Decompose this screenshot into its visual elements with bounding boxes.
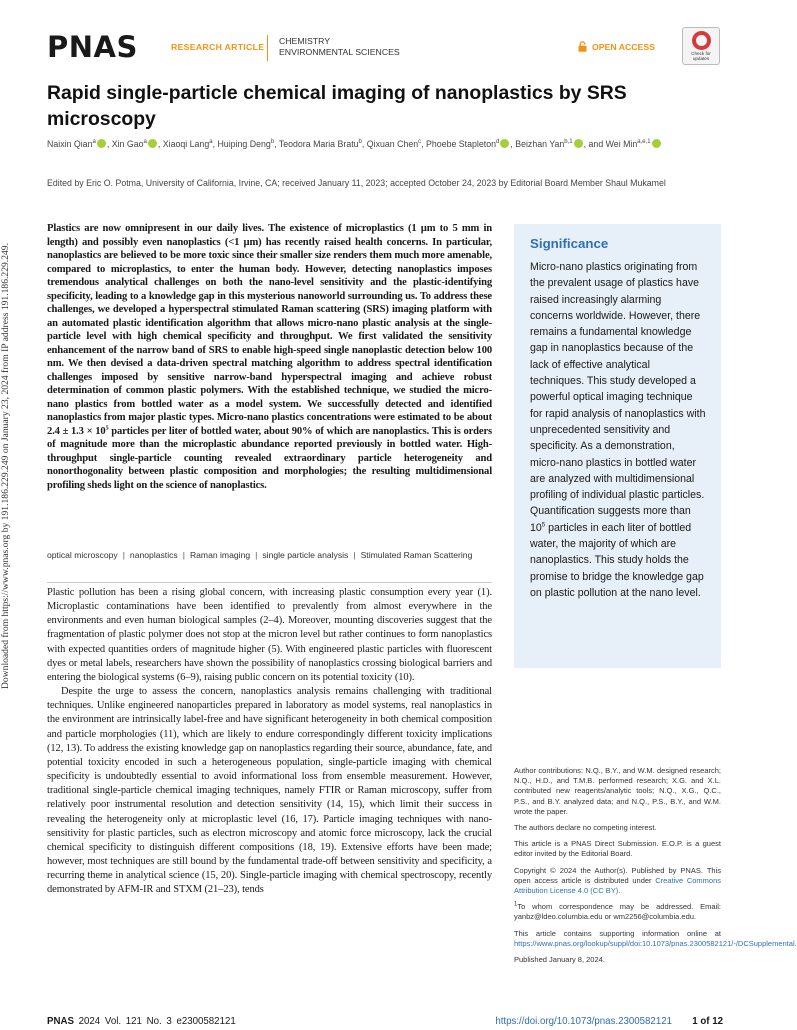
keywords-rule bbox=[47, 582, 492, 583]
license-link[interactable]: Creative Commons Attribution License 4.0 (CC BY). bbox=[514, 875, 722, 896]
author-affiliation: b,1 bbox=[564, 139, 573, 146]
author-affiliation: c bbox=[418, 139, 422, 146]
significance-box bbox=[514, 224, 721, 668]
author-affiliation: a bbox=[209, 139, 213, 146]
keyword-item[interactable]: Stimulated Raman Scattering bbox=[360, 550, 473, 560]
author-name[interactable]: Huiping Deng bbox=[217, 139, 271, 149]
author-name[interactable]: Teodora Maria Bratu bbox=[278, 139, 359, 149]
open-access-label: OPEN ACCESS bbox=[592, 42, 655, 52]
author-affiliation: b bbox=[270, 139, 275, 146]
open-access-badge[interactable] bbox=[578, 41, 655, 54]
author-list: Naixin Qian$^a$ , Xin Gao$^a$ , Xiaoqi Lang$^a$, Huiping Deng$^b$, Teodora Maria Bratu$^b$, Qixuan Chen$^c$, Phoebe Stapleton$^d$ , Beizhan Yan$^{b,1}$ , and Wei Min$^{a,e,1}$ bbox=[47, 136, 717, 152]
doi-link[interactable]: https://doi.org/10.1073/pnas.2300582121 bbox=[495, 1016, 672, 1027]
category-environmental-sciences[interactable]: ENVIRONMENTAL SCIENCES bbox=[279, 47, 400, 57]
correspondence-note: $^1$To whom correspondence may be addressed. Email: yanbz@ldeo.columbia.edu or wm2256@columbia.edu. bbox=[514, 901, 721, 922]
keyword-list bbox=[47, 549, 492, 562]
supporting-info-note: This article contains supporting information online at https://www.pnas.org/lookup/suppl/doi:10.1073/pnas.2300582121/-/DCSupplemental. bbox=[514, 928, 797, 948]
page-header bbox=[47, 26, 722, 76]
article-type-label: RESEARCH ARTICLE bbox=[171, 42, 265, 52]
author-affiliation: a bbox=[143, 139, 147, 146]
main-body-text bbox=[47, 586, 492, 897]
citation-line bbox=[47, 1016, 236, 1027]
author-connector: and bbox=[588, 139, 606, 149]
keyword-separator: | bbox=[353, 550, 356, 560]
category-chemistry[interactable]: CHEMISTRY bbox=[279, 36, 331, 46]
page-footer bbox=[47, 1016, 723, 1030]
orcid-icon[interactable] bbox=[97, 139, 106, 148]
orcid-icon[interactable] bbox=[500, 139, 509, 148]
abstract-part-1: Plastics are now omnipresent in our daily lives. The existence of microplastics (1 µm to 5 mm in length) and possibly even nanoplastics (<1 µm) has recently raised health concerns. In particular, nanoplastics are believed to be more toxic since their smaller size renders them much more amenable, compared to microplastics, to enter the human body. However, detecting nanoplastics imposes tremendous analytical challenges on both the nano-level sensitivity and the plastic-identifying specificity, leading to a knowledge gap in this mysterious nanoworld surrounding us. To address these challenges, we developed a hyperspectral stimulated Raman scattering (SRS) imaging platform with an automated plastic identification algorithm that allows micro-nano plastic analysis at the single-particle level with high chemical specificity and throughput. We first validated the sensitivity enhancement of the narrow band of SRS to enable high-speed single nanoplastic detection below 100 nm. We then devised a data-driven spectral matching algorithm to address spectral identification challenges imposed by sensitive narrow-band hyperspectral imaging and achieve robust determination of common plastic polymers. With the established technique, we studied the micro-nano plastics from bottled water as a model system. We successfully detected and identified nanoplastics from major plastic types. Micro-nano plastics concentrations were estimated to be about 2.4 ± 1.3 × 10 bbox=[47, 223, 492, 437]
author-affiliation: a,e,1 bbox=[637, 139, 651, 146]
keyword-item[interactable]: nanoplastics bbox=[129, 550, 178, 560]
direct-submission-note: This article is a PNAS Direct Submission. E.O.P. is a guest editor invited by the Editorial Board. bbox=[514, 839, 721, 859]
published-date: Published January 8, 2024. bbox=[514, 955, 605, 965]
author-name[interactable]: Xin Gao bbox=[111, 139, 144, 149]
author-contributions: Author contributions: N.Q., B.Y., and W.M. designed research; N.Q., H.D., and T.M.B. performed research; X.G. and X.L. contributed new reagents/analytic tools; N.Q., X.G., Q.C., P.S., and B.Y. analyzed data; and N.Q., P.S., B.Y., and W.M. wrote the paper. bbox=[514, 766, 721, 816]
orcid-icon[interactable] bbox=[148, 139, 157, 148]
keyword-separator: | bbox=[122, 550, 125, 560]
subject-categories bbox=[279, 36, 400, 58]
author-affiliation: d bbox=[495, 139, 500, 146]
keyword-item[interactable]: single particle analysis bbox=[262, 550, 349, 560]
keyword-separator: | bbox=[182, 550, 185, 560]
author-name[interactable]: Qixuan Chen bbox=[366, 139, 419, 149]
competing-interest: The authors declare no competing interest. bbox=[514, 823, 657, 833]
article-notes bbox=[514, 766, 797, 971]
body-paragraph-1: Plastic pollution has been a rising global concern, with increasing plastic consumption every year (1). Microplastic contaminations have been identified to prevalently from almost everywhere in the environments and even human biological samples (2–4). Moreover, mounting discoveries suggest that the fragmentation of plastic polymer does not stop at the micron level but rather continues to form nanoplastics with expected quantities orders of magnitude higher (5). With engineered plastic particles with fluorescent dyes or metal labels, researchers have shown the possibility of nanoplastics crossing biological barriers and entering the biological systems (6–9), raising public concern on its potential toxicity (10). bbox=[47, 587, 492, 683]
abstract-exponent: 5 bbox=[105, 424, 109, 431]
author-affiliation: b bbox=[358, 139, 362, 146]
abstract-part-2: particles per liter of bottled water, about 90% of which are nanoplastics. This is orders of magnitude more than the microplastic abundance reported previously in bottled water. High-throughput single-particle counting revealed extraordinary particle heterogeneity and nonorthogonality between plastic composition and morphologies; the resulting multidimensional profiling sheds light on the science of nanoplastics. bbox=[47, 425, 492, 491]
check-for-updates-badge[interactable] bbox=[682, 27, 720, 65]
body-paragraph-2: Despite the urge to assess the concern, nanoplastics analysis remains challenging with traditional techniques. Unlike engineered nanoparticles prepared in laboratory as model systems, real nanoplastics in the environment are intrinsically label-free and have significant heterogeneity in both chemical composition and particle morphologies (11), which are likely to endure correspondingly different toxicity implications (12, 13). To address the existing knowledge gap on nanoplastics regarding their source, abundance, fate, and potential toxicity encoded in such a heterogeneous population, single-particle imaging with chemical specificity is undoubtedly essential to avoid informational loss from ensemble measurement. However, traditional single-particle chemical imaging techniques, namely FTIR or Raman microscopy, suffer from relatively poor instrumental resolution and detection sensitivity (14, 15), which limit their success in revealing the heterogeneity only at microplastic level (16, 17). Particle imaging techniques with nano-sensitivity for plastic particles, such as electron microscopy and atomic force microscopy, lack the crucial chemical specificity to distinguish different compositions (18, 19). Extensive efforts have been made; however, most techniques are still bound by the fundamental trade-off between sensitivity and specificity, a recurring theme in analytical science (15, 20). Single-particle imaging with chemical spectroscopy, recently demonstrated by AFM-IR and STXM (21–23), tends bbox=[47, 686, 492, 896]
header-divider bbox=[267, 35, 268, 61]
footer-year: 2024 bbox=[78, 1016, 101, 1027]
significance-text: Micro-nano plastics originating from the prevalent usage of plastics have raised increasingly alarming concerns worldwide. However, there remains a fundamental knowledge gap in nanoplastics because of the lack of effective analytical techniques. This study developed a powerful optical imaging technique for rapid analysis of nanoplastics with unprecedented sensitivity and specificity. As a demonstration, micro-nano plastics in bottled water are analyzed with multidimensional profiling of individual plastic particles. Quantification suggests more than $10^5$ particles in each liter of bottled water, the majority of which are nanoplastics. This study holds the promise to bridge the knowledge gap on plastic pollution at the nano level. bbox=[530, 261, 706, 599]
author-affiliation: a bbox=[92, 139, 96, 146]
keyword-separator: | bbox=[255, 550, 258, 560]
article-title: Rapid single-particle chemical imaging of nanoplastics by SRS microscopy bbox=[47, 82, 627, 130]
keyword-item[interactable]: Raman imaging bbox=[189, 550, 251, 560]
pnas-logo[interactable]: PNAS bbox=[47, 30, 138, 64]
footer-journal: PNAS bbox=[47, 1016, 74, 1027]
author-name[interactable]: Naixin Qian bbox=[47, 139, 93, 149]
orcid-icon[interactable] bbox=[652, 139, 661, 148]
check-updates-label: Check for updates bbox=[691, 51, 711, 61]
footer-article-id: e2300582121 bbox=[176, 1016, 236, 1027]
significance-heading: Significance bbox=[530, 236, 609, 251]
footer-volume: Vol. 121 bbox=[104, 1016, 142, 1027]
abstract bbox=[47, 222, 492, 492]
download-note-text: Downloaded from https://www.pnas.org by 191.186.229.249 on January 23, 2024 from IP address 191.186.229.249. bbox=[0, 243, 11, 689]
footer-number: No. 3 bbox=[146, 1016, 172, 1027]
supplemental-link[interactable]: https://www.pnas.org/lookup/suppl/doi:10.1073/pnas.2300582121/-/DCSupplemental. bbox=[514, 938, 797, 948]
author-name[interactable]: Beizhan Yan bbox=[515, 139, 565, 149]
orcid-icon[interactable] bbox=[574, 139, 583, 148]
page-number: 1 of 12 bbox=[692, 1016, 723, 1027]
author-name[interactable]: Xiaoqi Lang bbox=[162, 139, 210, 149]
open-lock-icon bbox=[578, 41, 587, 54]
edited-by-line: Edited by Eric O. Potma, University of California, Irvine, CA; received January 11, 2023; accepted October 24, 2023 by Editorial Board Member Shaul Mukamel bbox=[47, 178, 666, 188]
keyword-item[interactable]: optical microscopy bbox=[47, 550, 118, 560]
author-name[interactable]: Wei Min bbox=[605, 139, 638, 149]
copyright-note: Copyright © 2024 the Author(s). Published by PNAS. This open access article is distributed under Creative Commons Attribution License 4.0 (CC BY). bbox=[514, 865, 722, 896]
significance-exponent: 5 bbox=[541, 522, 546, 529]
author-name[interactable]: Phoebe Stapleton bbox=[426, 139, 496, 149]
